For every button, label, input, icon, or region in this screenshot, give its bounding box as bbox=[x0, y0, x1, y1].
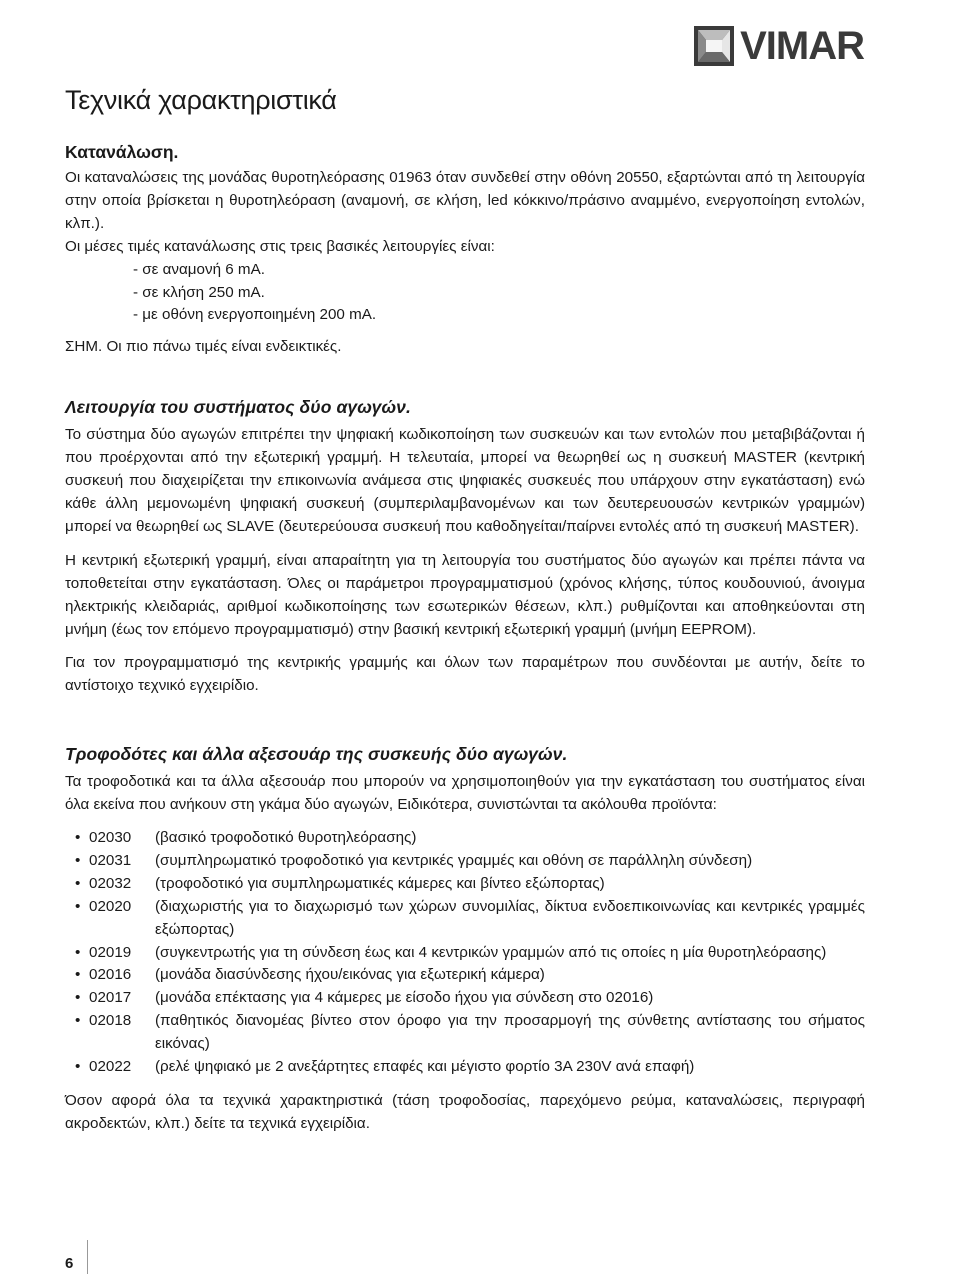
document-body bbox=[65, 140, 865, 1136]
consumption-item-standby: - σε αναμονή 6 mA. bbox=[133, 260, 265, 278]
vimar-logo-icon bbox=[694, 26, 734, 66]
page-number-divider bbox=[87, 1240, 88, 1274]
product-description: (τροφοδοτικό για συμπληρωματικές κάμερες και βίντεο εξώπορτας) bbox=[155, 874, 605, 892]
list-item bbox=[65, 942, 865, 965]
page-number: 6 bbox=[65, 1255, 74, 1272]
product-code: 02020 bbox=[89, 897, 132, 915]
product-description: (μονάδα διασύνδεσης ήχου/εικόνας για εξωτερική κάμερα) bbox=[155, 966, 545, 984]
power-section bbox=[65, 742, 865, 1136]
bullet-icon: • bbox=[75, 966, 81, 984]
bullet-icon: • bbox=[75, 1058, 81, 1076]
power-outro: Όσον αφορά όλα τα τεχνικά χαρακτηριστικά (τάση τροφοδοσίας, παρεχόμενο ρεύμα, καταναλώσεις, περιγραφή ακροδεκτών, κλπ.) δείτε τα τεχνικά εγχειρίδια. bbox=[65, 1092, 865, 1132]
bullet-icon: • bbox=[75, 851, 81, 869]
consumption-paragraph: Οι καταναλώσεις της μονάδας θυροτηλεόρασης 01963 όταν συνδεθεί στην οθόνη 20550, εξαρτώνται από τη λειτουργία στην οποία βρίσκεται η θυροτηλεόραση (αναμονή, σε κλήση, led κόκκινο/πράσινο αναμμένο, ενεργοποίηση εντολών, κλπ.). bbox=[65, 169, 865, 232]
product-description: (μονάδα επέκτασης για 4 κάμερες με είσοδο ήχου για σύνδεση στο 02016) bbox=[155, 989, 654, 1007]
two-wire-heading: Λειτουργία του συστήματος δύο αγωγών. bbox=[65, 397, 411, 418]
two-wire-paragraph-2: Η κεντρική εξωτερική γραμμή, είναι απαραίτητη για τη λειτουργία του συστήματος δύο αγωγών και πρέπει πάντα να τοποθετείται στην εγκατάσταση. Όλες οι παράμετροι προγραμματισμού (χρόνος κλήσης, τύπος κουδουνιού, άνοιγμα ηλεκτρικής κλειδαριάς, αριθμοί κωδικοποίησης των εσωτερικών θέσεων, κλπ.) ρυθμίζονται και αποθηκεύονται στη μνήμη (έως τον επόμενο προγραμματισμό) στην βασική κεντρική εξωτερική γραμμή (μνήμη EEPROM). bbox=[65, 551, 865, 638]
bullet-icon: • bbox=[75, 943, 81, 961]
bullet-icon: • bbox=[75, 989, 81, 1007]
consumption-item-monitor: - με οθόνη ενεργοποιημένη 200 mA. bbox=[133, 306, 377, 324]
product-code: 02022 bbox=[89, 1058, 132, 1076]
brand-name: VIMAR bbox=[740, 24, 864, 68]
consumption-item-call: - σε κλήση 250 mA. bbox=[133, 283, 265, 301]
list-item bbox=[65, 987, 865, 1010]
list-item bbox=[65, 1010, 865, 1056]
product-code: 02016 bbox=[89, 966, 132, 984]
consumption-intro: Οι μέσες τιμές κατανάλωσης στις τρεις βασικές λειτουργίες είναι: bbox=[65, 237, 495, 255]
consumption-section bbox=[65, 140, 865, 359]
bullet-icon: • bbox=[75, 829, 81, 847]
power-intro: Τα τροφοδοτικά και τα άλλα αξεσουάρ που μπορούν να χρησιμοποιηθούν για την εγκατάσταση του συστήματος είναι όλα εκείνα που ανήκουν στη γκάμα δύο αγωγών, Ειδικότερα, συνιστώνται τα ακόλουθα προϊόντα: bbox=[65, 773, 865, 814]
list-item bbox=[65, 850, 865, 873]
product-list bbox=[65, 827, 865, 1079]
list-item bbox=[65, 827, 865, 850]
list-item bbox=[65, 964, 865, 987]
product-description: (ρελέ ψηφιακό με 2 ανεξάρτητες επαφές και μέγιστο φορτίο 3A 230V ανά επαφή) bbox=[155, 1058, 695, 1076]
two-wire-paragraph-1: Το σύστημα δύο αγωγών επιτρέπει την ψηφιακή κωδικοποίηση των συσκευών και των εντολών που μεταβιβάζονται ή που προέρχονται από την εξωτερική γραμμή. Η τελευταία, μπορεί να θεωρηθεί ως η συσκευή MASTER (κεντρική συσκευή που διαχειρίζεται την επικοινωνία ανάμεσα στις ψηφιακές συσκευές που υπάρχουν στην εγκατάσταση) ενώ κάθε άλλη μεμονωμένη ψηφιακή συσκευή (συμπεριλαμβανομένων και των δευτερευουσών κεντρικών γραμμών) μπορεί να θεωρηθεί ως SLAVE (δευτερεύουσα συσκευή που καθοδηγείται/παίρνει εντολές από τη συσκευή MASTER). bbox=[65, 426, 865, 535]
product-description: (βασικό τροφοδοτικό θυροτηλεόρασης) bbox=[155, 829, 417, 847]
product-description: (συμπληρωματικό τροφοδοτικό για κεντρικές γραμμές και οθόνη σε παράλληλη σύνδεση) bbox=[155, 851, 753, 869]
bullet-icon: • bbox=[75, 897, 81, 915]
bullet-icon: • bbox=[75, 1012, 81, 1030]
product-code: 02032 bbox=[89, 874, 132, 892]
page-title: Τεχνικά χαρακτηριστικά bbox=[65, 85, 337, 115]
product-code: 02030 bbox=[89, 829, 132, 847]
consumption-heading: Κατανάλωση. bbox=[65, 142, 179, 162]
list-item bbox=[65, 1056, 865, 1079]
product-description: (συγκεντρωτής για τη σύνδεση έως και 4 κεντρικών γραμμών από τις οποίες η μία θυροτηλεόρασης) bbox=[155, 943, 827, 961]
two-wire-paragraph-3: Για τον προγραμματισμό της κεντρικής γραμμής και όλων των παραμέτρων που συνδέονται με αυτήν, δείτε το αντίστοιχο τεχνικό εγχειρίδιο. bbox=[65, 654, 865, 695]
two-wire-section bbox=[65, 395, 865, 698]
product-code: 02019 bbox=[89, 943, 132, 961]
list-item bbox=[65, 873, 865, 896]
list-item bbox=[65, 896, 865, 942]
product-description: (διαχωριστής για το διαχωρισμό των χώρων συνομιλίας, δίκτυα ενδοεπικοινωνίας και κεντρικές γραμμές εξώπορτας) bbox=[155, 897, 865, 938]
product-code: 02017 bbox=[89, 989, 132, 1007]
product-description: (παθητικός διανομέας βίντεο στον όροφο για την προσαρμογή της σύνθετης αντίστασης του σήματος εικόνας) bbox=[155, 1012, 865, 1053]
product-code: 02018 bbox=[89, 1012, 132, 1030]
bullet-icon: • bbox=[75, 874, 81, 892]
vimar-logo bbox=[694, 26, 864, 66]
consumption-note: ΣΗΜ. Οι πιο πάνω τιμές είναι ενδεικτικές. bbox=[65, 338, 342, 356]
product-code: 02031 bbox=[89, 851, 132, 869]
power-heading: Τροφοδότες και άλλα αξεσουάρ της συσκευής δύο αγωγών. bbox=[65, 744, 568, 765]
